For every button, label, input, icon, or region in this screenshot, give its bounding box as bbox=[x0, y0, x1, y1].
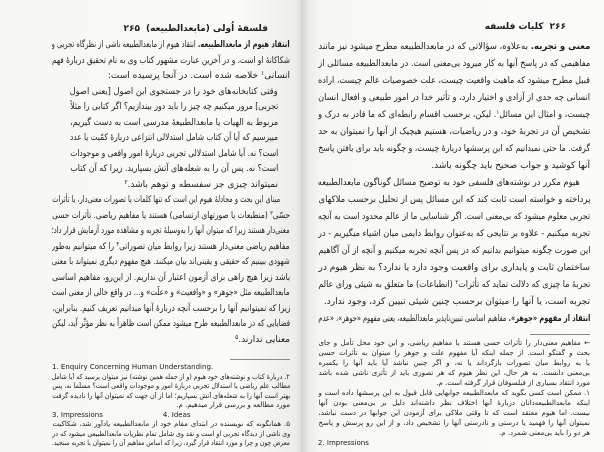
line-text: انتقاد هیوم از مابعدالطبیعه ناشی از نظرگاه تجربی و bbox=[52, 40, 199, 50]
body-line: مفاهیمی که در پاسخ آنها به کار میرود بی‌معنی است. در مابعدالطبیعه مسائلی از bbox=[318, 59, 590, 69]
footnote-line bbox=[52, 411, 290, 421]
footnote-line: ۲. دربارهٔ کتاب و نوشته‌های خود هیوم (و از جمله همین نوشته) نیز میتوان پرسید که آیا شامل bbox=[52, 372, 290, 381]
line-text: حسّی bbox=[272, 210, 290, 221]
body-line bbox=[52, 209, 290, 225]
footnote-line: هر دو را باید بی‌معنی شمرد. م. bbox=[499, 429, 590, 437]
header-title: کلیات فلسفه bbox=[484, 22, 544, 32]
footnote-line: وی ناشی از دیدگاه تجربی او است و نقد وی شامل تمام نظریات مابعدالطبیعی میشود که در bbox=[52, 429, 290, 438]
quote-line: است؟ نه. پس آن را به شعله‌های آتش بسپارید. زیرا که آن کتاب bbox=[70, 164, 278, 174]
footnote-line: 2. Impressions bbox=[318, 439, 369, 447]
left-body-text bbox=[52, 38, 290, 348]
line-text: خلاصه شده است. در آنجا پرسیده است: bbox=[107, 71, 261, 81]
body-line: تجربه میکنیم - علاوه بر نتایجی که به‌عنوان روابط دایمی میان اشیاء میگیریم - در bbox=[318, 229, 590, 239]
footnote-line: اینکه مابعدالطبیعه‌دانان دربارهٔ آنها اختلاف نظر داشته‌اند دلیل بر بی‌معنی بودن آنها bbox=[318, 399, 590, 407]
line-text: تجربهٔ ما چیزی که دلالت نماید که تأثرات bbox=[457, 280, 590, 290]
section-heading: معنی و تجربه. bbox=[530, 42, 590, 52]
footnote-line: معرض چون و چرا و مورد انتقاد قرار گیرد، زیرا که اساس مفاهیم آن را نمیتوان با تجربه سنجید. bbox=[52, 439, 290, 447]
body-line: آنها کوشید و جواب صحیح باید چگونه باشد. bbox=[431, 161, 590, 171]
body-line bbox=[52, 240, 290, 256]
footnote-rule bbox=[230, 359, 290, 360]
footnote-line: یا به روابط میان تصورات بازگرداند یا نه، و اگر چنین نباشد آیا باید آنها را یکسره bbox=[318, 359, 590, 367]
line-text: . لیکن، برحسب اقسام رابطه‌ای که ما قادر به درک و bbox=[318, 110, 497, 120]
body-line: مبنای این بحث و مجادلهٔ هیوم این است که تنها کلمات یا تصورات معنی‌دار، یا تأثرات bbox=[52, 195, 280, 205]
footnote-3: 3. Impressions bbox=[52, 410, 103, 419]
body-line: مابعدالطبیعه مثل «جوهر» و «واقعیت» و «علّت» و... در واقع خالی از معنی است bbox=[52, 288, 290, 298]
line-text: (انطباعات) ما متعلق به شیئی ورای عالم bbox=[318, 280, 455, 290]
footnote-line: بهتر است آنها را به شعله‌های آتش بسپاریم؛ اما از آن جهت که نمیتوان آنها را نادیده گرفت bbox=[52, 391, 290, 400]
body-line bbox=[52, 333, 290, 349]
body-line: قضایایی که در مابعدالطبیعه طرح میشود ممکن است ظاهراً به نظر مؤثّر آید، لیکن bbox=[52, 319, 290, 329]
quote-line bbox=[70, 178, 278, 194]
left-page-header bbox=[117, 23, 268, 35]
header-title: فلسفهٔ اُولی (مابعدالطبیعه) bbox=[145, 24, 268, 34]
right-footnotes bbox=[318, 338, 590, 448]
line-text: نمیتواند چیزی جز سفسطه و توهم باشد. bbox=[127, 179, 278, 190]
footnote-marker: ۲ bbox=[124, 178, 128, 186]
footnote-rule bbox=[530, 334, 590, 335]
line-text: مفاهیم ریاضی معنی‌دار هستند زیرا روابط میان تصوراتی bbox=[119, 241, 290, 252]
footnote-marker: ۱ bbox=[260, 70, 265, 77]
body-line: تجربی معلوم میشود که بی‌معنی است. اگر شناسایی ما از عالم محدود است به آنچه bbox=[318, 212, 590, 222]
body-line: تشخیص آن در تجربهٔ خود، و در ریاضیات، هستیم هیچیک از آنها را نمیتوان به حد bbox=[318, 127, 590, 137]
body-line: این صورت چگونه میتوانیم بدانیم که در پس آنچه تجربه میکنیم و آنچه از آن آگاهیم bbox=[318, 246, 590, 256]
quote-line: وقتی کتابخانه‌های خود را در جستجوی این اصول [یعنی اصول bbox=[70, 86, 278, 97]
body-line bbox=[318, 311, 590, 328]
right-body-text bbox=[318, 39, 590, 328]
footnote-line: مورد انتقاد بسیاری از فیلسوفان قرار گرفته است. م. bbox=[436, 379, 590, 387]
line-text: انسانی bbox=[264, 71, 290, 81]
body-line bbox=[52, 38, 290, 54]
body-line bbox=[318, 277, 590, 294]
footnote-marker: ۲ bbox=[454, 279, 458, 286]
body-line: انسانی چه حدی از آزادی و اختیار دارد، و تأثیر خدا در امور طبیعی و افعال انسان bbox=[318, 93, 590, 103]
footnote-4: 4. Ideas bbox=[162, 410, 191, 419]
body-line: شهودی ببینیم که حقیقی و یقینی‌اند بیان میکنند. هیچ مفهوم دیگری نمیتواند با معنی bbox=[52, 257, 290, 267]
section-heading: انتقاد هیوم از مابعدالطبیعه. bbox=[198, 40, 290, 50]
right-page-header bbox=[485, 21, 572, 33]
left-page bbox=[0, 0, 301, 452]
body-line: گرفت. ما حتی نمیدانیم که این پرسشها دربارهٔ چیست، و چگونه باید برای یافتن پاسخ bbox=[318, 144, 590, 154]
line-text: معنایی ندارند. bbox=[238, 334, 290, 345]
footnote-marker: ۳ bbox=[270, 209, 273, 217]
line-text: مفاهیم اساسی تبیین‌ناپذیر مابعدالطبیعه، یعنی مفهوم «جوهر»، «عدم bbox=[318, 314, 509, 324]
footnote-line: 1. Enquiry Concerning Human Understanding. bbox=[52, 363, 214, 371]
quote-line: مربوط به الهیات یا مابعدالطبیعهٔ مدرسی است به دست گیریم، bbox=[70, 117, 278, 128]
footnote-line: ← مفاهیم معنی‌دار را تأثرات حسی هستند یا مفاهیم ریاضی، و این خود محل تأمل و جای bbox=[318, 339, 590, 347]
block-quote bbox=[52, 85, 290, 194]
body-line: شکاکانهٔ او است، و در آخرین عبارت مشهور کتاب وی به نام تحقیق دربارهٔ فهم bbox=[52, 55, 290, 66]
body-line: قبیل مطرح میشود که ماهیت واقعیت چیست، علت خصوصیات عالم چیست، اراده bbox=[318, 76, 590, 86]
body-line: پرداخته و خواسته است ثابت کند که این مسائل پس از تحلیل برحسب ملاکهای bbox=[318, 195, 590, 205]
line-text: (منطبعات یا صورتهای ارتسامی) هستند یا مفاهیم ریاضی. تأثرات حسی bbox=[52, 210, 271, 221]
body-line bbox=[52, 69, 290, 85]
footnote-marker: ۱ bbox=[496, 109, 500, 116]
footnote-line: نمیتوان آنها را فهمید یا درستی و نادرستی آنها را تشخیص داد، و از این رو پرسش و پاسخ bbox=[318, 419, 590, 427]
footnote-line: مورد مطالعه و بررسی قرار میدهیم. م. bbox=[176, 401, 290, 409]
body-line: هیوم مکرر در نوشته‌های فلسفی خود به توضیح مسائل گوناگون مابعدالطبیعه bbox=[318, 178, 580, 188]
left-footnotes bbox=[52, 363, 290, 449]
section-heading: انتقاد از مفهوم «جوهر». bbox=[508, 314, 590, 324]
footnote-line: ۱. ممکن است کسی بگوید که مابعدالطبیعه جوابهایی قابل قبول به این پرسشها داده است و bbox=[318, 389, 590, 397]
quote-line: میپرسیم که آیا آن کتاب شامل استدلالی انتزاعی دربارهٔ کمّیت یا عدد bbox=[70, 133, 278, 143]
body-line: باشد زیرا هیچ راهی برای آزمون اعتبار آن نداریم. از این‌رو، مفاهیم اساسی bbox=[52, 272, 290, 283]
footnote-line: بحث و گفتگو است. از جمله اینکه آیا مفهوم علت و جوهر را میتوان به تأثرات حسی bbox=[318, 349, 590, 357]
body-line bbox=[318, 39, 590, 56]
line-text: چیست، و امثال این مسائل bbox=[499, 110, 590, 120]
footnote-line: نیست. اما هیوم معتقد است که تا وقتی ملاکی برای آزمودن این جوابها در دست نباشد، bbox=[318, 409, 590, 417]
right-page bbox=[301, 0, 604, 452]
footnote-marker: ۴ bbox=[116, 240, 120, 248]
line-text: را که میتوانیم به‌طور bbox=[52, 241, 117, 252]
page-number: ۲۶۶ bbox=[549, 22, 566, 32]
book-gutter bbox=[296, 0, 308, 452]
body-line: تجربه است، یا آنها را میتوان برحسب چنین شیئی تبیین کرد، وجود ندارد. bbox=[323, 297, 590, 307]
footnote-line: مطالب علم ریاضی یا استدلال تجربی دربارهٔ امور و موجودات واقعی است؟ مسلّماً نه، پس bbox=[52, 382, 290, 390]
quote-line: تجربی] مرور میکنیم چه چیز را باید دور بیندازیم؟ اگر کتابی را مثلاً bbox=[70, 102, 278, 112]
body-line: ساختمان ثابت و پایداری برای واقعیت وجود دارد یا ندارد؟ به نظر هیوم در bbox=[318, 263, 590, 273]
footnote-line: بی‌معنی دانست. به هر حال، این نظر هیوم که هر تصوری باید از تأثری ناشی شده باشد bbox=[318, 369, 590, 377]
quote-line: است؟ نه. آیا شامل استدلالی تجربی دربارهٔ امور واقعی و موجودات bbox=[70, 148, 278, 159]
page-number: ۲۶۵ bbox=[123, 24, 140, 34]
footnote-marker: ۵ bbox=[235, 333, 239, 341]
body-line: زیرا که نمیتوانیم آنها را برحسب آنچه دربارهٔ آنها میدانیم تعریف کنیم. بنابراین، bbox=[52, 303, 290, 314]
body-line: معنی‌دار هستند زیرا که میتوان آنها را به‌وسیلهٔ تجربه و مشاهده مورد آزمایش قرار داد؛ bbox=[52, 226, 290, 236]
body-line bbox=[318, 107, 590, 124]
footnote-line: ۵. همانگونه که نویسنده در ابتدای مقام خود از مابعدالطبیعه یادآور شد، شکاکیت bbox=[52, 420, 290, 428]
line-text: به‌علاوه، سؤالاتی که در مابعدالطبیعه مطرح میشود نیز مانند bbox=[318, 42, 531, 52]
